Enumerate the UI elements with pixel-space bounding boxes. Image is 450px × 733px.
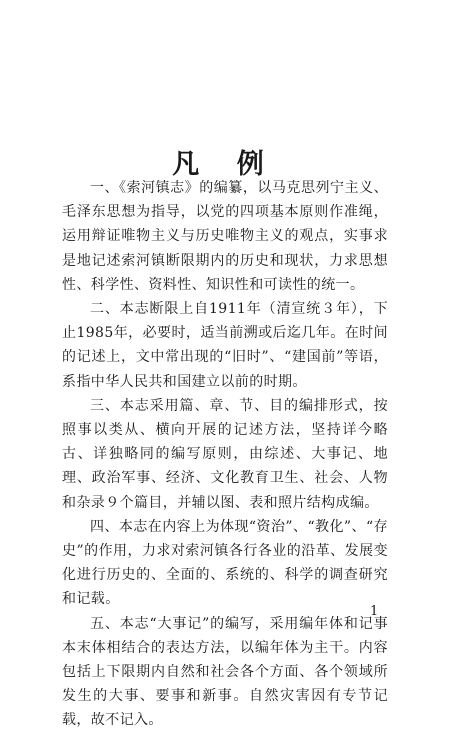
- page-title: 凡 例: [172, 149, 278, 180]
- paragraph-3: 三、本志采用篇、章、节、目的编排形式，按照事以类从、横向开展的记述方法，坚持详今略古、详独略同的编写原则，由综述、大事记、地理、政治军事、经济、文化教育卫生、社会、人物和杂录９个篇目，并辅以图、表和照片结构成编。: [62, 397, 388, 511]
- paragraph-4: 四、本志在内容上为体现“资治”、“教化”、“存史”的作用，力求对索河镇各行各业的沿革、发展变化进行历史的、全面的、系统的、科学的调查研究和记载。: [62, 518, 388, 608]
- page-number: 1: [370, 604, 379, 619]
- paragraph-5: 五、本志“大事记”的编写，采用编年体和记事本末体相结合的表达方法，以编年体为主干。内容包括上下限期内自然和社会各个方面、各个领域所发生的大事、要事和新事。自然灾害因有专节记载，故不记入。: [62, 615, 388, 729]
- body-text: [62, 176, 388, 733]
- paragraph-1: 一、《索河镇志》的编纂，以马克思列宁主义、毛泽东思想为指导，以党的四项基本原则作准绳，运用辩证唯物主义与历史唯物主义的观点，实事求是地记述索河镇断限期内的历史和现状，力求思想性、科学性、资料性、知识性和可读性的统一。: [62, 180, 388, 293]
- paragraph-2: 二、本志断限上自1911年（清宣统３年），下止1985年，必要时，适当前溯或后迄几年。在时间的记述上，文中常出现的“旧时”、“建国前”等语，系指中华人民共和国建立以前的时期。: [62, 301, 388, 390]
